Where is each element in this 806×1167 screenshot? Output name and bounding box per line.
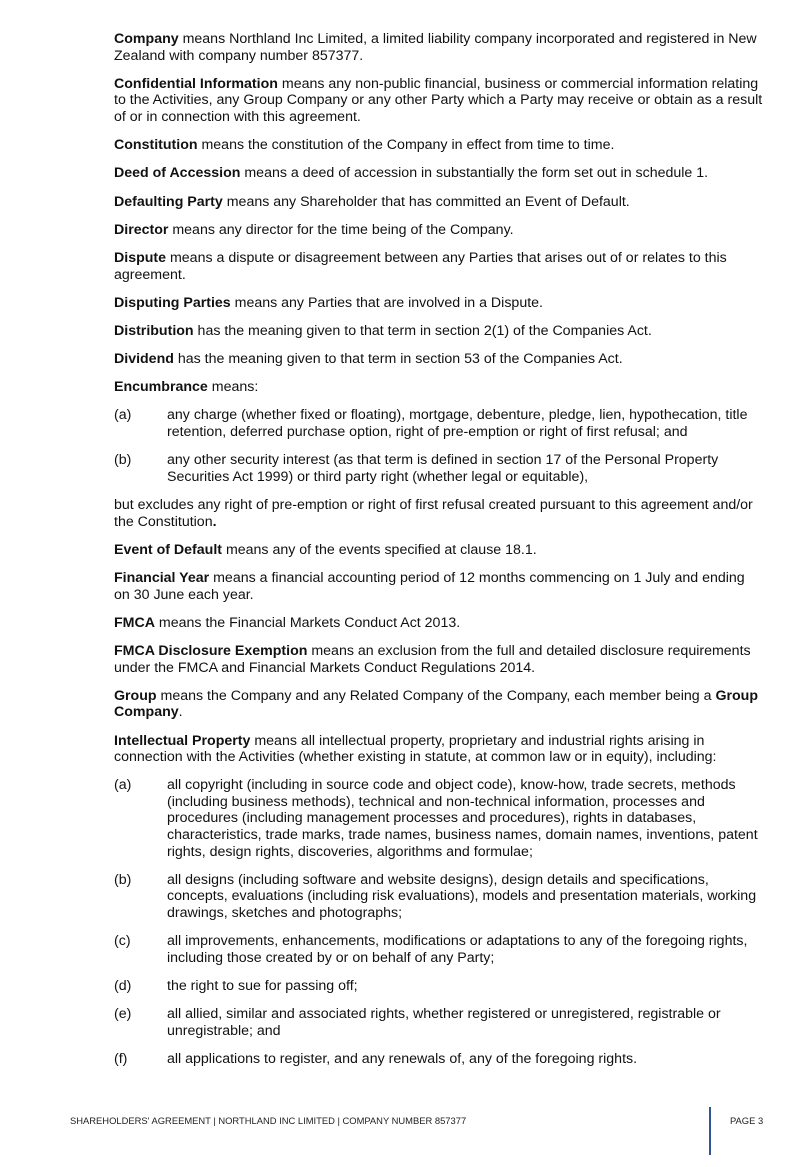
definition-confidential-information (114, 76, 764, 126)
definition-text: means any Shareholder that has committed an Event of Default. (222, 193, 630, 210)
definition-text-end: . (178, 704, 183, 721)
definition-term: Event of Default (114, 541, 222, 558)
definition-term: FMCA (114, 614, 155, 631)
list-item-text: all allied, similar and associated rights, whether registered or unregistered, registrable or unregistrable; and (167, 1006, 721, 1039)
definition-term: Encumbrance (114, 379, 208, 396)
definition-term: Intellectual Property (114, 732, 251, 749)
definition-text: means any of the events specified at clause 18.1. (222, 541, 537, 558)
definition-text: means a financial accounting period of 12 months commencing on 1 July and ending on 30 June each year. (114, 569, 745, 603)
list-item-text: the right to sue for passing off; (167, 978, 358, 994)
definition-text: means the constitution of the Company in effect from time to time. (197, 137, 615, 154)
footer-document-title: SHAREHOLDERS' AGREEMENT | NORTHLAND INC LIMITED | COMPANY NUMBER 857377 (70, 1115, 467, 1126)
definition-text: has the meaning given to that term in section 2(1) of the Companies Act. (193, 322, 652, 339)
list-item-label: (a) (114, 777, 132, 794)
definition-term: Defaulting Party (114, 193, 223, 210)
definition-financial-year (114, 570, 764, 603)
definition-term: Deed of Accession (114, 165, 241, 182)
encumbrance-exclusion-end: . (212, 513, 217, 530)
definition-term: FMCA Disclosure Exemption (114, 642, 308, 659)
definition-text: means the Company and any Related Company of the Company, each member being a (156, 687, 716, 704)
page-number: PAGE 3 (730, 1115, 764, 1126)
list-item-text: all applications to register, and any renewals of, any of the foregoing rights. (167, 1050, 638, 1067)
definition-text: means the Financial Markets Conduct Act 2013. (154, 614, 461, 631)
list-item-text: any other security interest (as that term is defined in section 17 of the Personal Property Securities Act 1999) or third party right (whether legal or equitable), (167, 452, 719, 485)
definition-term: Director (114, 221, 169, 238)
definition-text: means: (207, 379, 259, 396)
list-item (114, 777, 764, 860)
definition-intellectual-property (114, 733, 764, 766)
definition-text: has the meaning given to that term in section 53 of the Companies Act. (173, 351, 623, 368)
definition-text: means all intellectual property, proprietary and industrial rights arising in connection with the Activities (whether existing in statute, at common law or in equity), including: (114, 732, 717, 766)
footer-divider (709, 1107, 711, 1155)
definition-disputing-parties (114, 295, 764, 312)
list-item (114, 1006, 764, 1039)
definition-term: Dispute (114, 249, 167, 266)
definition-dividend (114, 351, 764, 368)
definition-company (114, 31, 764, 64)
definition-text: means any non-public financial, business or commercial information relating to the Activities, any Group Company or any other Party which a Party may receive or obtain as a result of or in connection with this agreement. (114, 75, 763, 125)
definition-text: means an exclusion from the full and detailed disclosure requirements under the FMCA and Financial Markets Conduct Regulations 2014. (114, 642, 751, 676)
list-item-text: any charge (whether fixed or floating), mortgage, debenture, pledge, lien, hypothecation, title retention, deferred purchase option, right of pre-emption or right of first refusal; and (167, 407, 748, 441)
definition-fmca-disclosure-exemption (114, 643, 764, 676)
page-footer (70, 1107, 770, 1157)
definition-deed-of-accession (114, 165, 764, 182)
definition-term: Company (114, 31, 179, 47)
definition-term: Distribution (114, 322, 194, 339)
list-item-label: (d) (114, 978, 132, 994)
list-item-label: (b) (114, 871, 132, 888)
definition-text: means any Parties that are involved in a Dispute. (230, 294, 543, 311)
definition-text: means a deed of accession in substantially the form set out in schedule 1. (240, 165, 709, 182)
list-item-label: (c) (114, 933, 131, 950)
definition-term: Group (114, 687, 157, 704)
definition-term: Financial Year (114, 569, 210, 586)
list-item (114, 872, 764, 922)
definition-term: Disputing Parties (114, 294, 231, 311)
definition-director (114, 222, 764, 239)
list-item (114, 978, 764, 995)
definition-text: means a dispute or disagreement between any Parties that arises out of or relates to this agreement. (114, 249, 727, 283)
list-item (114, 1051, 764, 1068)
definition-term: Dividend (114, 351, 174, 368)
definition-term: Constitution (114, 137, 198, 154)
definition-dispute (114, 250, 764, 283)
definition-distribution (114, 323, 764, 340)
list-item-text: all designs (including software and website designs), design details and specifications, concepts, evaluations (including risk evaluations), models and presentation materials, working drawings, sketches and photographs; (167, 871, 757, 922)
definition-encumbrance (114, 379, 764, 396)
list-item-label: (e) (114, 1006, 132, 1023)
definition-group (114, 688, 764, 721)
definition-event-of-default (114, 542, 764, 559)
definition-text: means any director for the time being of the Company. (168, 221, 514, 238)
encumbrance-exclusion-text: but excludes any right of pre-emption or right of first refusal created pursuant to this agreement and/or the Constitution (114, 497, 753, 530)
document-body (114, 31, 764, 1079)
list-item (114, 407, 764, 440)
definition-fmca (114, 615, 764, 632)
definition-constitution (114, 137, 764, 154)
list-item (114, 933, 764, 966)
encumbrance-exclusion (114, 497, 764, 530)
list-item (114, 452, 764, 485)
list-item-text: all improvements, enhancements, modifications or adaptations to any of the foregoing rights, including those created by or on behalf of any Party; (167, 933, 748, 966)
list-item-label: (a) (114, 407, 132, 424)
definition-defaulting-party (114, 194, 764, 211)
definition-term: Confidential Information (114, 75, 278, 92)
list-item-label: (b) (114, 452, 132, 469)
definition-term-group-company: Group Company (114, 687, 759, 721)
list-item-label: (f) (114, 1050, 128, 1067)
definition-text: means Northland Inc Limited, a limited liability company incorporated and registered in New Zealand with company number 857377. (114, 31, 757, 64)
list-item-text: all copyright (including in source code and object code), know-how, trade secrets, methods (including business methods), technical and non-technical information, processes and procedures (including management processes and procedures), rights in databases, characteristics, trade marks, trade names, business names, domain names, inventions, patent rights, design rights, discoveries, algorithms and formulae; (167, 777, 758, 860)
